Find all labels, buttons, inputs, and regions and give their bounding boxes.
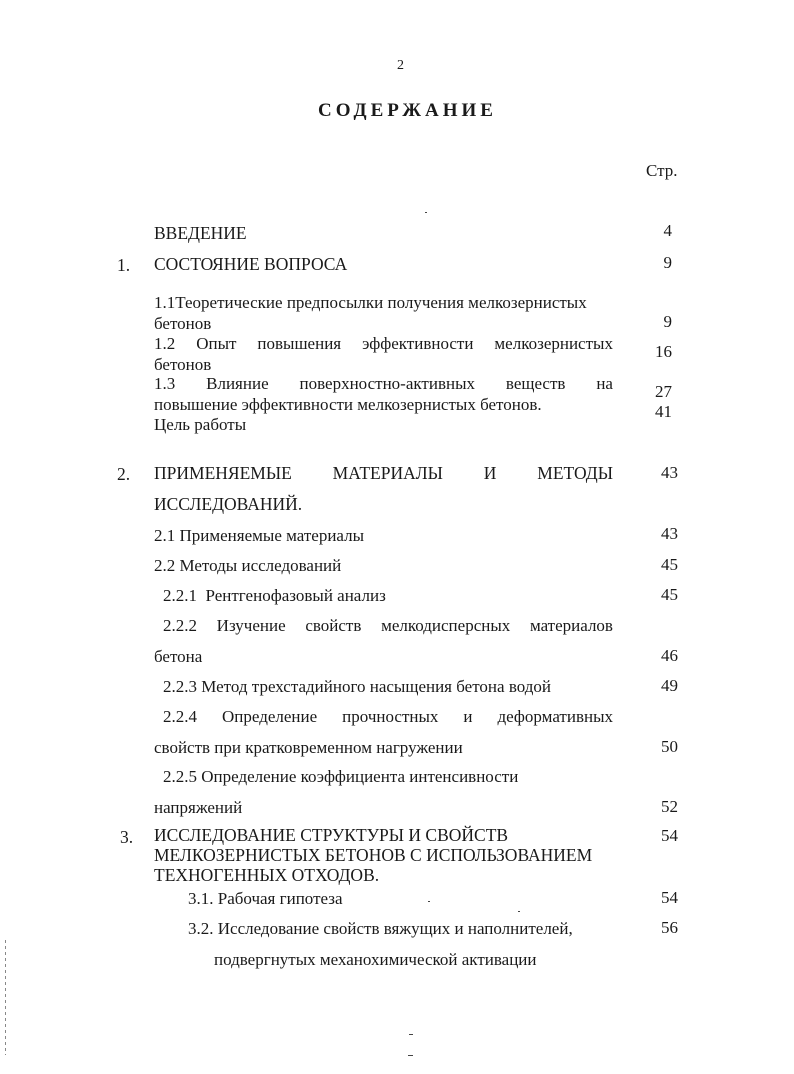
toc-entry-text: бетона xyxy=(154,647,203,666)
toc-entry-page: 52 xyxy=(661,797,678,816)
word: мелкозернистых xyxy=(494,334,613,353)
toc-entry-page: 54 xyxy=(661,826,678,845)
toc-entry-text: напряжений xyxy=(154,798,243,817)
contents-title: СОДЕРЖАНИЕ xyxy=(318,100,497,121)
word: деформативных xyxy=(497,707,613,726)
toc-section-number: 3. xyxy=(120,827,134,847)
word: Определение xyxy=(222,707,318,726)
toc-entry-text: повышение эффективности мелкозернистых бетонов. xyxy=(154,395,542,414)
toc-entry-text: свойств при кратковременном нагружении xyxy=(154,738,463,757)
scan-speck xyxy=(409,1034,413,1035)
word: 2.2.4 xyxy=(163,707,197,726)
toc-entry-text: бетонов xyxy=(154,355,212,374)
toc-entry-page: 50 xyxy=(661,737,678,756)
word: материалов xyxy=(529,616,613,635)
page-number: 2 xyxy=(397,58,404,73)
toc-entry-page: 43 xyxy=(661,524,678,543)
toc-entry-page: 54 xyxy=(661,888,678,907)
toc-entry-page: 41 xyxy=(655,402,672,421)
word: эффективности xyxy=(362,334,474,353)
word: ПРИМЕНЯЕМЫЕ xyxy=(154,463,292,483)
toc-section-number: 1. xyxy=(117,255,131,275)
toc-entry-page: 56 xyxy=(661,918,678,937)
toc-entry-page: 46 xyxy=(661,646,678,665)
scan-edge-mark xyxy=(5,940,6,1055)
word: МЕТОДЫ xyxy=(537,463,613,483)
scan-speck xyxy=(518,911,520,912)
toc-entry-justified-line xyxy=(154,334,613,354)
toc-entry-text: Цель работы xyxy=(154,415,247,434)
word: на xyxy=(596,374,613,393)
word: мелкодисперсных xyxy=(381,616,511,635)
toc-entry-page: 9 xyxy=(663,312,672,331)
word: Изучение xyxy=(216,616,286,635)
toc-entry-text: подвергнутых механохимической активации xyxy=(214,950,537,969)
word: поверхностно-активных xyxy=(299,374,475,393)
toc-entry-text: 2.2 Методы исследований xyxy=(154,556,342,575)
toc-entry-text: 3.2. Исследование свойств вяжущих и наполнителей, xyxy=(188,919,573,938)
scan-speck xyxy=(425,212,427,213)
toc-entry-text: ИССЛЕДОВАНИЕ СТРУКТУРЫ И СВОЙСТВ xyxy=(154,825,509,845)
word: свойств xyxy=(305,616,362,635)
toc-entry-justified-line xyxy=(154,374,613,394)
toc-entry-text: 2.2.1 Рентгенофазовый анализ xyxy=(163,586,386,605)
toc-entry-page: 4 xyxy=(663,221,672,240)
toc-entry-page: 16 xyxy=(655,342,672,361)
toc-entry-text: МЕЛКОЗЕРНИСТЫХ БЕТОНОВ С ИСПОЛЬЗОВАНИЕМ xyxy=(154,845,593,865)
toc-entry-justified-line xyxy=(163,616,613,636)
toc-entry-page: 45 xyxy=(661,585,678,604)
toc-entry-page: 49 xyxy=(661,676,678,695)
word: 1.2 xyxy=(154,334,176,353)
toc-entry-text: 2.2.3 Метод трехстадийного насыщения бетона водой xyxy=(163,677,551,696)
toc-entry-text: ИССЛЕДОВАНИЙ. xyxy=(154,494,303,514)
word: МАТЕРИАЛЫ xyxy=(332,463,443,483)
toc-entry-text: 3.1. Рабочая гипотеза xyxy=(188,889,343,908)
toc-entry-page: 45 xyxy=(661,555,678,574)
toc-entry-text: СОСТОЯНИЕ ВОПРОСА xyxy=(154,254,348,274)
toc-entry-text: ТЕХНОГЕННЫХ ОТХОДОВ. xyxy=(154,865,380,885)
word: прочностных xyxy=(342,707,439,726)
toc-entry-page: 43 xyxy=(661,463,678,482)
word: Опыт xyxy=(196,334,237,353)
toc-entry-text: 2.2.5 Определение коэффициента интенсивности xyxy=(163,767,519,786)
toc-entry-justified-line xyxy=(163,707,613,727)
word: 2.2.2 xyxy=(163,616,197,635)
toc-section-number: 2. xyxy=(117,464,131,484)
toc-entry-text: 1.1Теоретические предпосылки получения мелкозернистых xyxy=(154,293,587,312)
word: повышения xyxy=(257,334,342,353)
toc-entry-text: бетонов xyxy=(154,314,212,333)
word: Влияние xyxy=(206,374,269,393)
toc-entry-justified-line xyxy=(154,463,613,484)
word: 1.3 xyxy=(154,374,176,393)
toc-entry-page: 27 xyxy=(655,382,672,401)
toc-entry-page: 9 xyxy=(663,253,672,272)
page-column-header: Стр. xyxy=(646,161,678,180)
toc-entry-text: 2.1 Применяемые материалы xyxy=(154,526,365,545)
toc-entry-text: ВВЕДЕНИЕ xyxy=(154,223,247,243)
word: И xyxy=(483,463,497,483)
word: и xyxy=(463,707,473,726)
word: веществ xyxy=(505,374,566,393)
scan-speck xyxy=(408,1055,413,1056)
scan-speck xyxy=(428,901,430,902)
